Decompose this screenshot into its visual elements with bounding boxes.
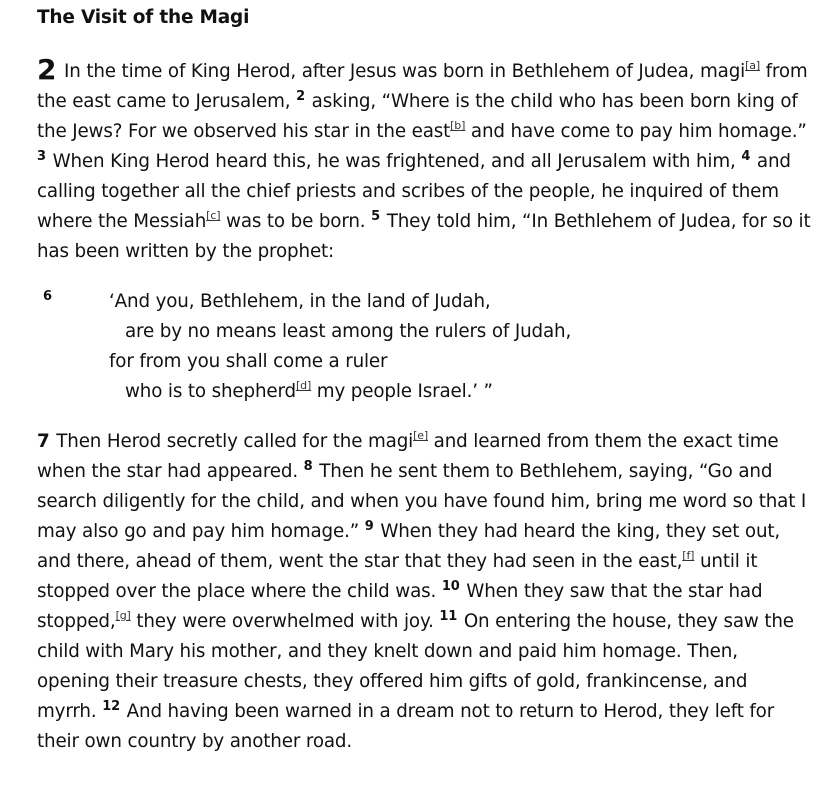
poem-text: who is to shepherd	[125, 381, 297, 402]
paragraph-1	[37, 53, 812, 267]
paragraph-2	[37, 427, 812, 757]
poem-text: my people Israel.’ ”	[311, 381, 493, 402]
footnote-link-e[interactable]: [e]	[413, 429, 428, 442]
footnote-link-b[interactable]: [b]	[450, 119, 466, 132]
verse-number-3: 3	[37, 149, 46, 164]
verse-text: and learned from them the exact time when the star had appeared.	[37, 431, 779, 482]
footnote-link-d[interactable]: [d]	[296, 379, 312, 392]
verse-text: from the east came to Jerusalem,	[37, 61, 808, 112]
chapter-number: 2	[37, 53, 57, 86]
verse-number-2: 2	[296, 89, 305, 104]
verse-text: until it stopped over the place where the child was.	[37, 551, 758, 602]
verse-text: and have come to pay him homage.”	[465, 121, 807, 142]
verse-text: was to be born.	[220, 211, 372, 232]
verse-text: Then he sent them to Bethlehem, saying, “Go and search diligently for the child, and when you have found him, bring me word so that I may also go and pay him homage.”	[37, 461, 807, 542]
verse-text: And having been warned in a dream not to return to Herod, they left for their own country by another road.	[37, 701, 775, 752]
poem-line-3: for from you shall come a ruler	[109, 351, 388, 372]
footnote-link-a[interactable]: [a]	[745, 59, 760, 72]
footnote-link-c[interactable]: [c]	[206, 209, 221, 222]
verse-text: On entering the house, they saw the child with Mary his mother, and they knelt down and paid him homage. Then, opening their treasure chests, they offered him gifts of gold, frankincense, and myrrh.	[37, 611, 794, 722]
verse-number-9: 9	[364, 519, 374, 534]
footnote-link-g[interactable]: [g]	[115, 609, 131, 622]
verse-text: they were overwhelmed with joy.	[130, 611, 440, 632]
poem-line-2: are by no means least among the rulers of Judah,	[125, 321, 572, 342]
poem-line-1: ‘And you, Bethlehem, in the land of Judah,	[109, 291, 491, 312]
verse-number-11: 11	[439, 609, 458, 624]
verse-text: and calling together all the chief priests and scribes of the people, he inquired of them where the Messiah	[37, 151, 791, 232]
verse-number-4: 4	[741, 149, 751, 164]
verse-text: When King Herod heard this, he was frightened, and all Jerusalem with him,	[46, 151, 742, 172]
poetry-block	[37, 287, 812, 407]
verse-text: They told him, “In Bethlehem of Judea, for so it has been written by the prophet:	[37, 211, 811, 262]
verse-number-12: 12	[102, 699, 120, 714]
verse-text: In the time of King Herod, after Jesus was born in Bethlehem of Judea, magi	[58, 61, 746, 82]
verse-text: When they saw that the star had stopped,	[37, 581, 763, 632]
verse-text: Then Herod secretly called for the magi	[50, 431, 414, 452]
verse-text: When they had heard the king, they set out, and there, ahead of them, went the star that they had seen in the east,	[37, 521, 781, 572]
footnote-link-f[interactable]: [f]	[682, 549, 695, 562]
verse-number-6: 6	[43, 289, 53, 304]
verse-text: asking, “Where is the child who has been born king of the Jews? For we observed his star in the east	[37, 91, 798, 142]
verse-number-5: 5	[371, 209, 381, 224]
verse-number-7: 7	[37, 431, 50, 452]
verse-number-10: 10	[441, 579, 460, 594]
verse-number-8: 8	[303, 459, 313, 474]
section-heading: The Visit of the Magi	[37, 7, 250, 28]
poem-line-4	[125, 377, 493, 407]
